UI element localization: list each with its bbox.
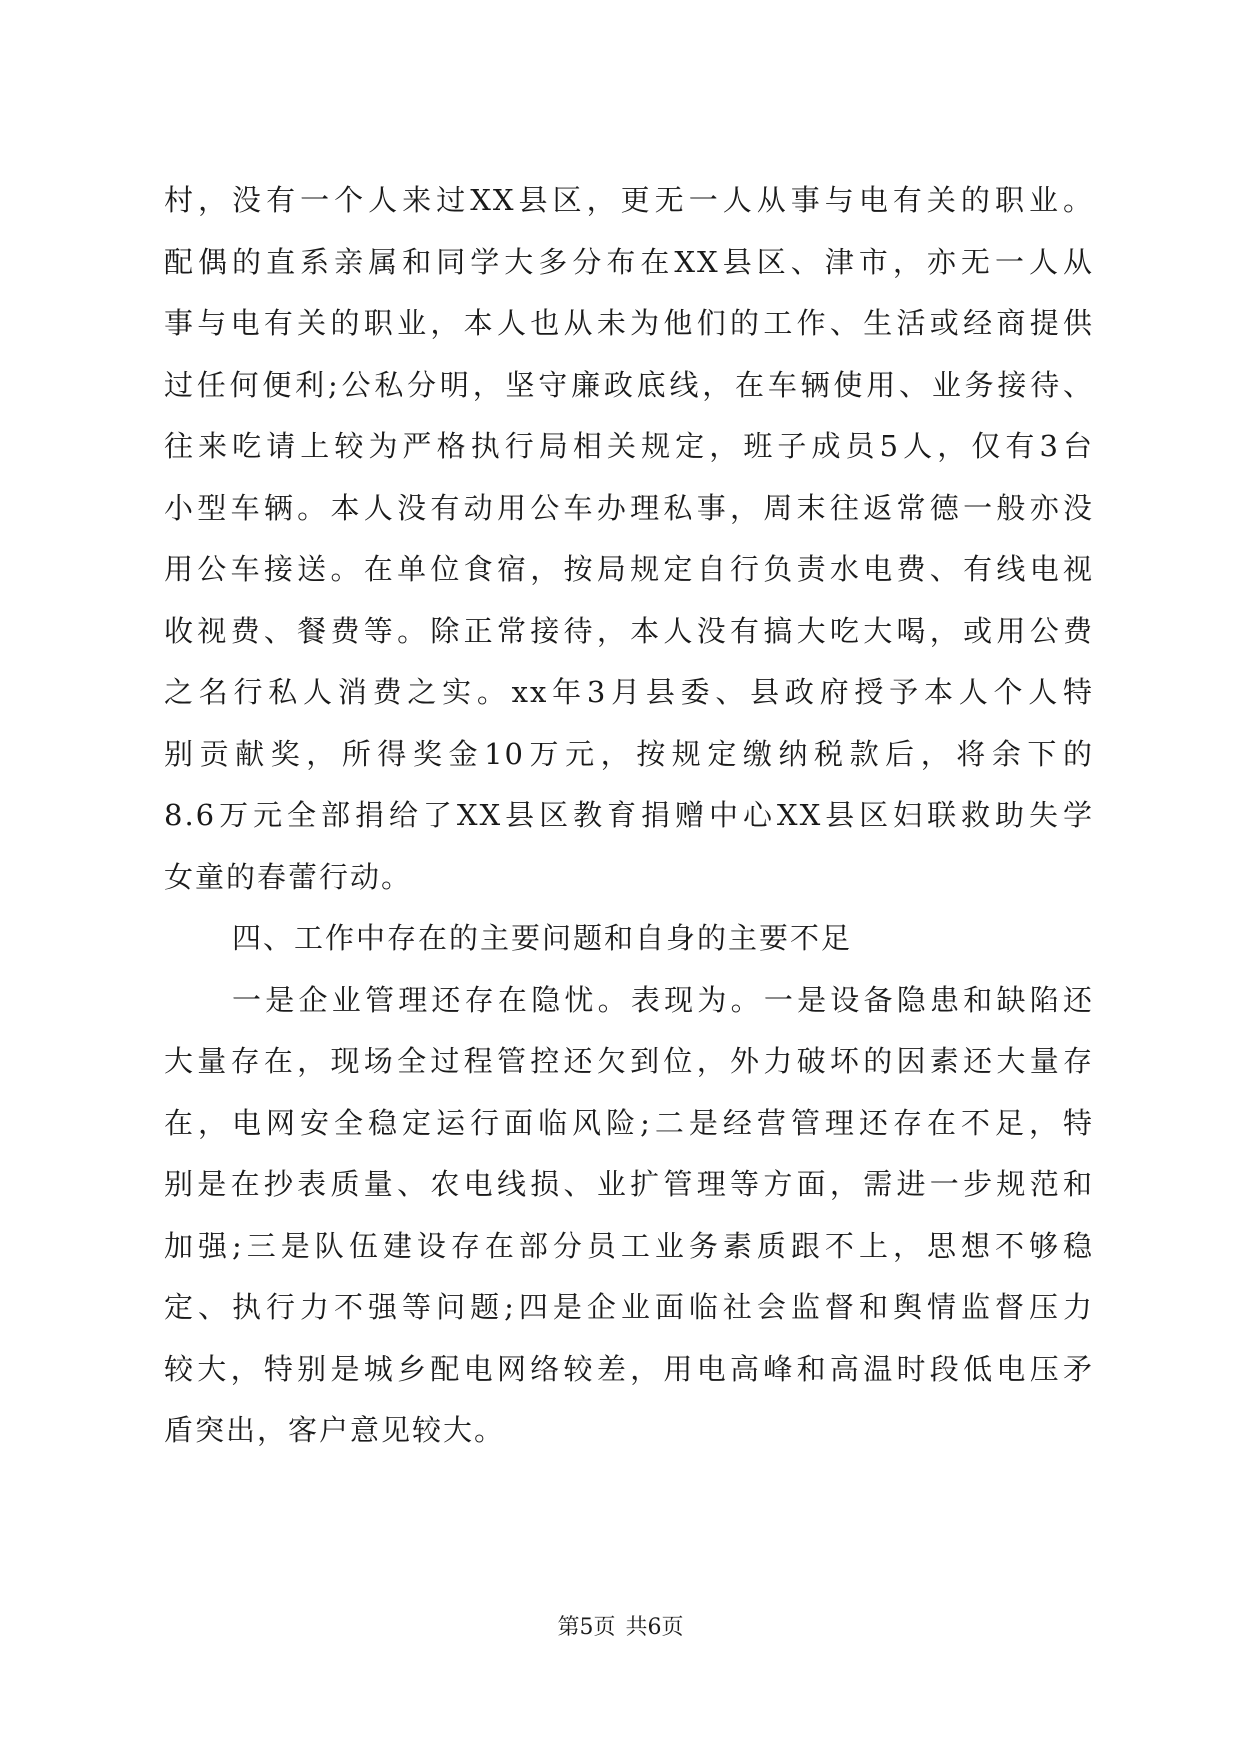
- text-line: 别贡献奖，所得奖金10万元，按规定缴纳税款后，将余下的: [164, 736, 1094, 771]
- text-line: 一是企业管理还存在隐忧。表现为。一是设备隐患和缺陷还: [232, 982, 1094, 1017]
- text-line: 事与电有关的职业，本人也从未为他们的工作、生活或经商提供: [164, 306, 1094, 340]
- text-line: 女童的春蕾行动。: [164, 859, 413, 894]
- page-number: 第5页: [557, 1615, 616, 1640]
- text-line: 较大，特别是城乡配电网络较差，用电高峰和高温时段低电压矛: [164, 1351, 1094, 1386]
- text-line: 8.6万元全部捐给了XX县区教育捐赠中心XX县区妇联救助失学: [164, 798, 1094, 832]
- page-footer: [0, 1613, 1241, 1643]
- text-line: 别是在抄表质量、农电线损、业扩管理等方面，需进一步规范和: [164, 1167, 1094, 1201]
- text-line: 村，没有一个人来过XX县区，更无一人从事与电有关的职业。: [164, 183, 1094, 217]
- section-heading: 四、工作中存在的主要问题和自身的主要不足: [232, 921, 853, 955]
- text-line: 小型车辆。本人没有动用公车办理私事，周末往返常德一般亦没: [164, 490, 1094, 525]
- text-line: 往来吃请上较为严格执行局相关规定，班子成员5人，仅有3台: [164, 429, 1094, 463]
- text-line: 配偶的直系亲属和同学大多分布在XX县区、津市，亦无一人从: [164, 244, 1094, 279]
- text-line: 之名行私人消费之实。xx年3月县委、县政府授予本人个人特: [164, 675, 1094, 709]
- document-body: [164, 170, 1094, 1462]
- text-line: 定、执行力不强等问题;四是企业面临社会监督和舆情监督压力: [164, 1290, 1094, 1324]
- text-line: 盾突出，客户意见较大。: [164, 1413, 506, 1447]
- text-line: 在，电网安全稳定运行面临风险;二是经营管理还存在不足，特: [164, 1105, 1094, 1140]
- text-line: 加强;三是队伍建设存在部分员工业务素质跟不上，思想不够稳: [164, 1228, 1094, 1263]
- page-total: 共6页: [625, 1615, 684, 1640]
- text-line: 大量存在，现场全过程管控还欠到位，外力破坏的因素还大量存: [164, 1044, 1094, 1078]
- text-line: 用公车接送。在单位食宿，按局规定自行负责水电费、有线电视: [164, 552, 1094, 586]
- text-line: 收视费、餐费等。除正常接待，本人没有搞大吃大喝，或用公费: [164, 613, 1094, 648]
- text-line: 过任何便利;公私分明，坚守廉政底线，在车辆使用、业务接待、: [164, 367, 1094, 402]
